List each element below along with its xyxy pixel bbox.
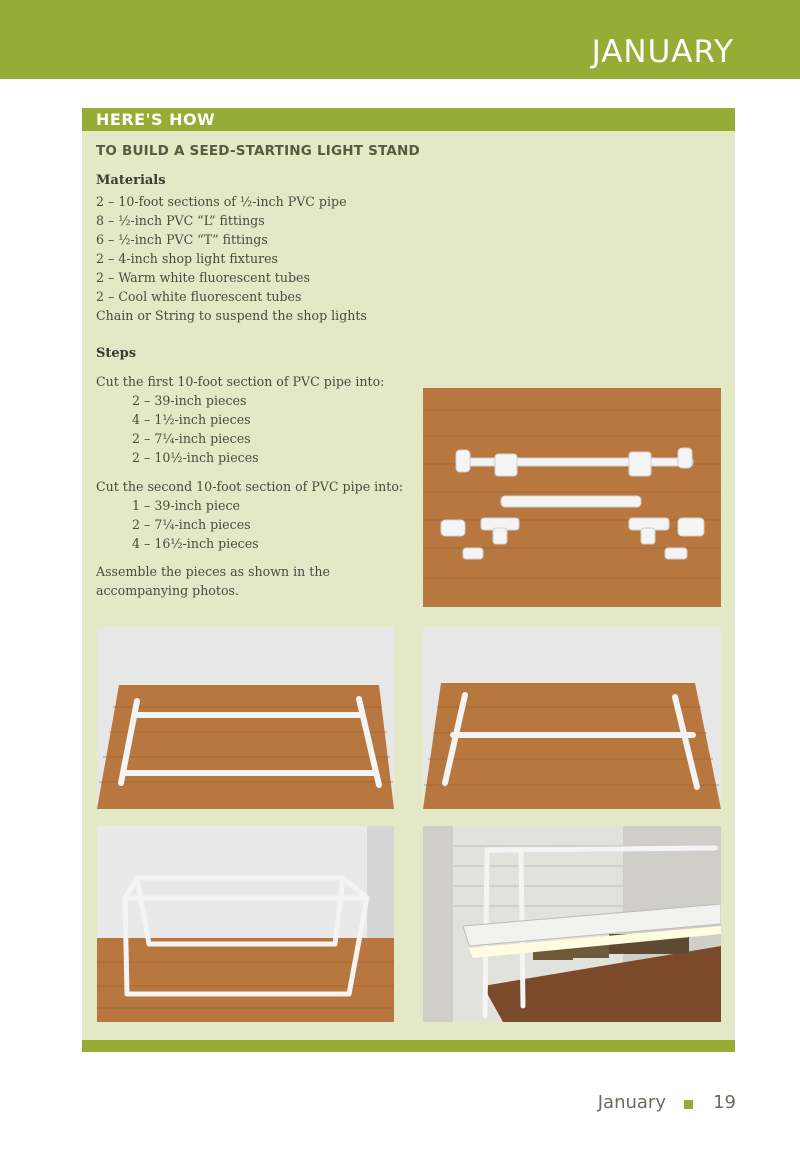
assemble-note: Assemble the pieces as shown in the bbox=[96, 564, 330, 579]
panel-heading: HERE'S HOW bbox=[96, 110, 216, 129]
step-intro: Cut the first 10-foot section of PVC pipe into: bbox=[96, 374, 385, 389]
chapter-month-title: JANUARY bbox=[591, 34, 734, 70]
cut-item: 2 – 39-inch pieces bbox=[132, 393, 247, 408]
photo-base-frame-side bbox=[423, 627, 721, 809]
material-item: 6 – ½-inch PVC “T” fittings bbox=[96, 232, 268, 247]
footer-square-icon bbox=[684, 1100, 693, 1109]
photo-assembled-stand bbox=[97, 826, 394, 1022]
panel-header-bar bbox=[82, 108, 735, 131]
material-item: 8 – ½-inch PVC “L” fittings bbox=[96, 213, 265, 228]
panel-footer-bar bbox=[82, 1040, 735, 1052]
cut-item: 2 – 10½-inch pieces bbox=[132, 450, 259, 465]
page-number: 19 bbox=[713, 1092, 736, 1113]
photo-pvc-parts bbox=[423, 388, 721, 607]
step-intro: Cut the second 10-foot section of PVC pipe into: bbox=[96, 479, 404, 494]
steps-heading: Steps bbox=[96, 346, 137, 361]
cut-item: 4 – 1½-inch pieces bbox=[132, 412, 251, 427]
materials-heading: Materials bbox=[96, 173, 166, 188]
photo-base-frame-front bbox=[97, 627, 394, 809]
panel-subtitle: TO BUILD A SEED-STARTING LIGHT STAND bbox=[96, 143, 420, 159]
photo-stand-with-lights bbox=[423, 826, 721, 1022]
cut-item: 2 – 7¼-inch pieces bbox=[132, 517, 251, 532]
material-item: 2 – Warm white fluorescent tubes bbox=[96, 270, 310, 285]
material-item: 2 – Cool white fluorescent tubes bbox=[96, 289, 302, 304]
cut-item: 1 – 39-inch piece bbox=[132, 498, 240, 513]
footer-month: January bbox=[597, 1092, 666, 1113]
cut-item: 4 – 16½-inch pieces bbox=[132, 536, 259, 551]
material-item: Chain or String to suspend the shop lights bbox=[96, 308, 367, 323]
material-item: 2 – 4-inch shop light fixtures bbox=[96, 251, 279, 266]
material-item: 2 – 10-foot sections of ½-inch PVC pipe bbox=[96, 194, 347, 209]
assemble-note: accompanying photos. bbox=[96, 583, 240, 598]
cut-item: 2 – 7¼-inch pieces bbox=[132, 431, 251, 446]
